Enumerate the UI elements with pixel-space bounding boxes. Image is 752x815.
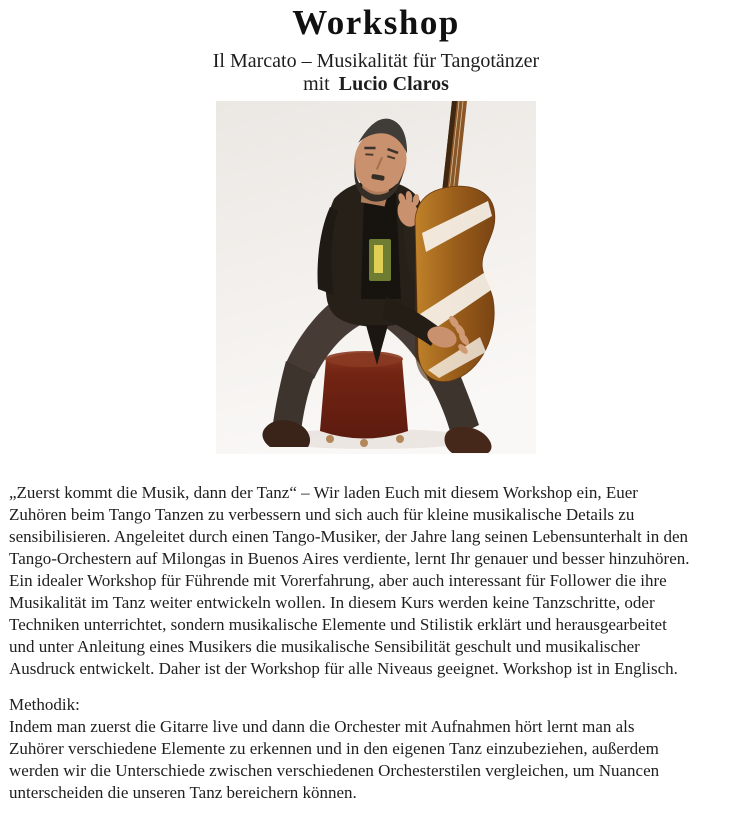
- text-line: Tango-Orchestern auf Milongas in Buenos Aires verdiente, lernt Ihr genauer und besser hinzuhören.: [9, 549, 690, 568]
- text-line: und unter Anleitung eines Musikers die musikalische Sensibilität geschult und musikalischer: [9, 637, 640, 656]
- text-line: Zuhörer verschiedene Elemente zu erkennen und in den eigenen Tanz einzubeziehen, außerdem: [9, 739, 659, 758]
- text-line: Zuhören beim Tango Tanzen zu verbessern und sich auch für kleine musikalische Details zu: [9, 505, 635, 524]
- instructor-line: [0, 73, 752, 96]
- photo-illustration: [216, 101, 536, 454]
- text-line: Ausdruck entwickelt. Daher ist der Workshop für alle Niveaus geeignet. Workshop ist in Englisch.: [9, 659, 678, 678]
- t-shirt-graphic-bottle: [374, 245, 383, 273]
- workshop-photo: [216, 101, 536, 454]
- body-text: [0, 482, 752, 804]
- text-line: unterscheiden die unseren Tanz bereichern können.: [9, 783, 357, 802]
- methodik-paragraph: [9, 694, 746, 804]
- subtitle-block: [0, 50, 752, 96]
- text-line: Ein idealer Workshop für Führende mit Vorerfahrung, aber auch interessant für Follower die ihre: [9, 571, 667, 590]
- text-line: Techniken unterrichtet, sondern musikalische Elemente und Stilistik erklärt und herausgearbeitet: [9, 615, 667, 634]
- workshop-flyer: [0, 4, 752, 804]
- page-title: Workshop: [292, 3, 460, 42]
- text-line: Methodik:: [9, 695, 80, 714]
- intro-paragraph: [9, 482, 746, 680]
- instructor-name: Lucio Claros: [338, 73, 449, 95]
- text-line: Indem man zuerst die Gitarre live und dann die Orchester mit Aufnahmen hört lernt man als: [9, 717, 635, 736]
- red-ottoman: [320, 351, 408, 447]
- text-line: Musikalität im Tanz weiter entwickeln wollen. In diesem Kurs werden keine Tanzschritte, oder: [9, 593, 655, 612]
- text-line: „Zuerst kommt die Musik, dann der Tanz“ – Wir laden Euch mit diesem Workshop ein, Euer: [9, 483, 638, 502]
- text-line: sensibilisieren. Angeleitet durch einen Tango-Musiker, der Jahre lang seinen Lebensunterhalt in den: [9, 527, 689, 546]
- with-prefix: mit: [303, 73, 330, 95]
- text-line: werden wir die Unterschiede zwischen verschiedenen Orchesterstilen vergleichen, um Nuancen: [9, 761, 660, 780]
- workshop-subtitle: Il Marcato – Musikalität für Tangotänzer: [212, 50, 540, 72]
